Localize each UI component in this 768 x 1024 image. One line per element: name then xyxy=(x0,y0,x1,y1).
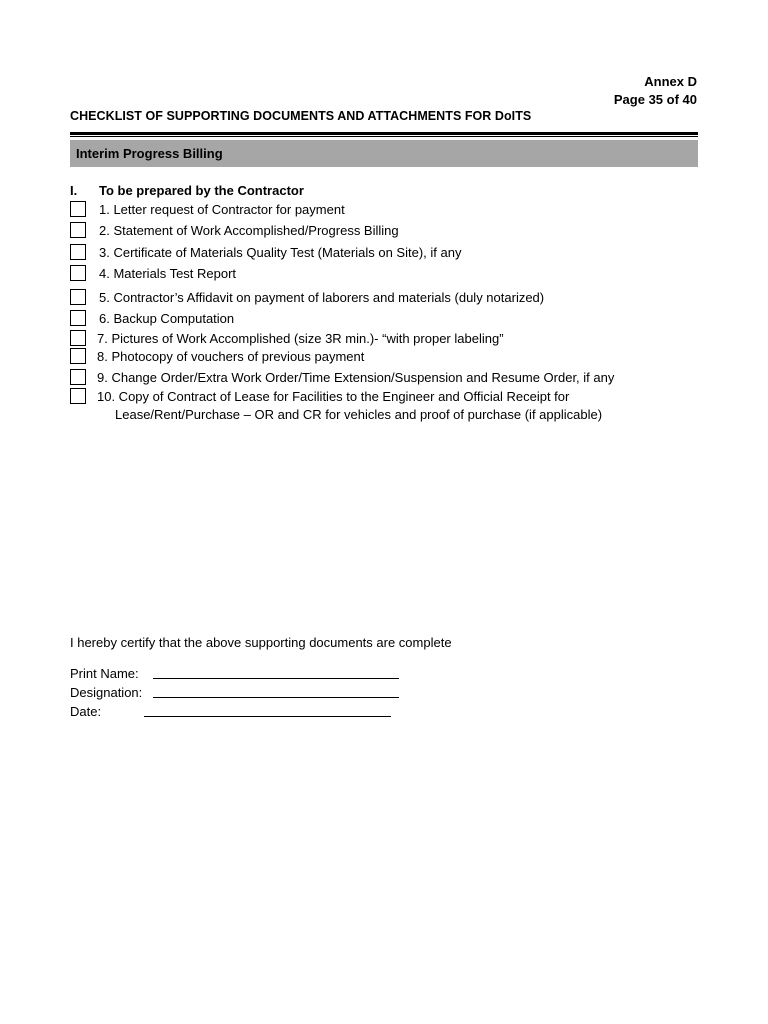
part-number: I. xyxy=(70,183,78,198)
checklist-item-text: 2. Statement of Work Accomplished/Progress Billing xyxy=(99,223,399,238)
checklist-item-continuation: Lease/Rent/Purchase – OR and CR for vehicles and proof of purchase (if applicable) xyxy=(115,407,603,422)
designation-label: Designation: xyxy=(70,685,143,700)
checklist-item-text: 5. Contractor’s Affidavit on payment of laborers and materials (duly notarized) xyxy=(99,290,545,305)
checklist-item-text: 4. Materials Test Report xyxy=(99,266,237,281)
checkbox[interactable] xyxy=(70,289,86,305)
designation-row xyxy=(70,684,142,702)
section-header-bar xyxy=(70,140,698,167)
checklist-item-text: 9. Change Order/Extra Work Order/Time Extension/Suspension and Resume Order, if any xyxy=(97,370,615,385)
checkbox[interactable] xyxy=(70,330,86,346)
checkbox[interactable] xyxy=(70,201,86,217)
checkbox[interactable] xyxy=(70,348,86,364)
checkbox[interactable] xyxy=(70,265,86,281)
annex-header xyxy=(614,73,697,109)
checkbox[interactable] xyxy=(70,369,86,385)
checklist-item-text: 3. Certificate of Materials Quality Test (Materials on Site), if any xyxy=(99,245,462,260)
title-rule-thin xyxy=(70,136,698,137)
document-title: CHECKLIST OF SUPPORTING DOCUMENTS AND ATTACHMENTS FOR DoITS xyxy=(70,109,532,123)
checkbox[interactable] xyxy=(70,222,86,238)
checklist-item-text: 6. Backup Computation xyxy=(99,311,235,326)
checkbox[interactable] xyxy=(70,310,86,326)
part-heading xyxy=(70,182,304,200)
checkbox[interactable] xyxy=(70,388,86,404)
date-row xyxy=(70,703,101,721)
certification-statement: I hereby certify that the above supporting documents are complete xyxy=(70,635,452,650)
checklist-item-text: 1. Letter request of Contractor for payment xyxy=(99,202,345,217)
annex-label: Annex D xyxy=(644,74,697,89)
checklist-item-text: 8. Photocopy of vouchers of previous payment xyxy=(97,349,365,364)
print-name-row xyxy=(70,665,139,683)
designation-line[interactable] xyxy=(153,697,399,698)
checklist-item-text: 10. Copy of Contract of Lease for Facilities to the Engineer and Official Receipt for xyxy=(97,389,570,404)
print-name-line[interactable] xyxy=(153,678,399,679)
print-name-label: Print Name: xyxy=(70,666,139,681)
title-rule-thick xyxy=(70,132,698,135)
page-number: Page 35 of 40 xyxy=(613,92,697,107)
checklist-item-text: 7. Pictures of Work Accomplished (size 3R min.)- “with proper labeling” xyxy=(97,331,504,346)
checkbox[interactable] xyxy=(70,244,86,260)
section-title: Interim Progress Billing xyxy=(76,146,223,161)
part-heading-text: To be prepared by the Contractor xyxy=(99,183,304,198)
date-line[interactable] xyxy=(144,716,391,717)
date-label: Date: xyxy=(70,704,102,719)
